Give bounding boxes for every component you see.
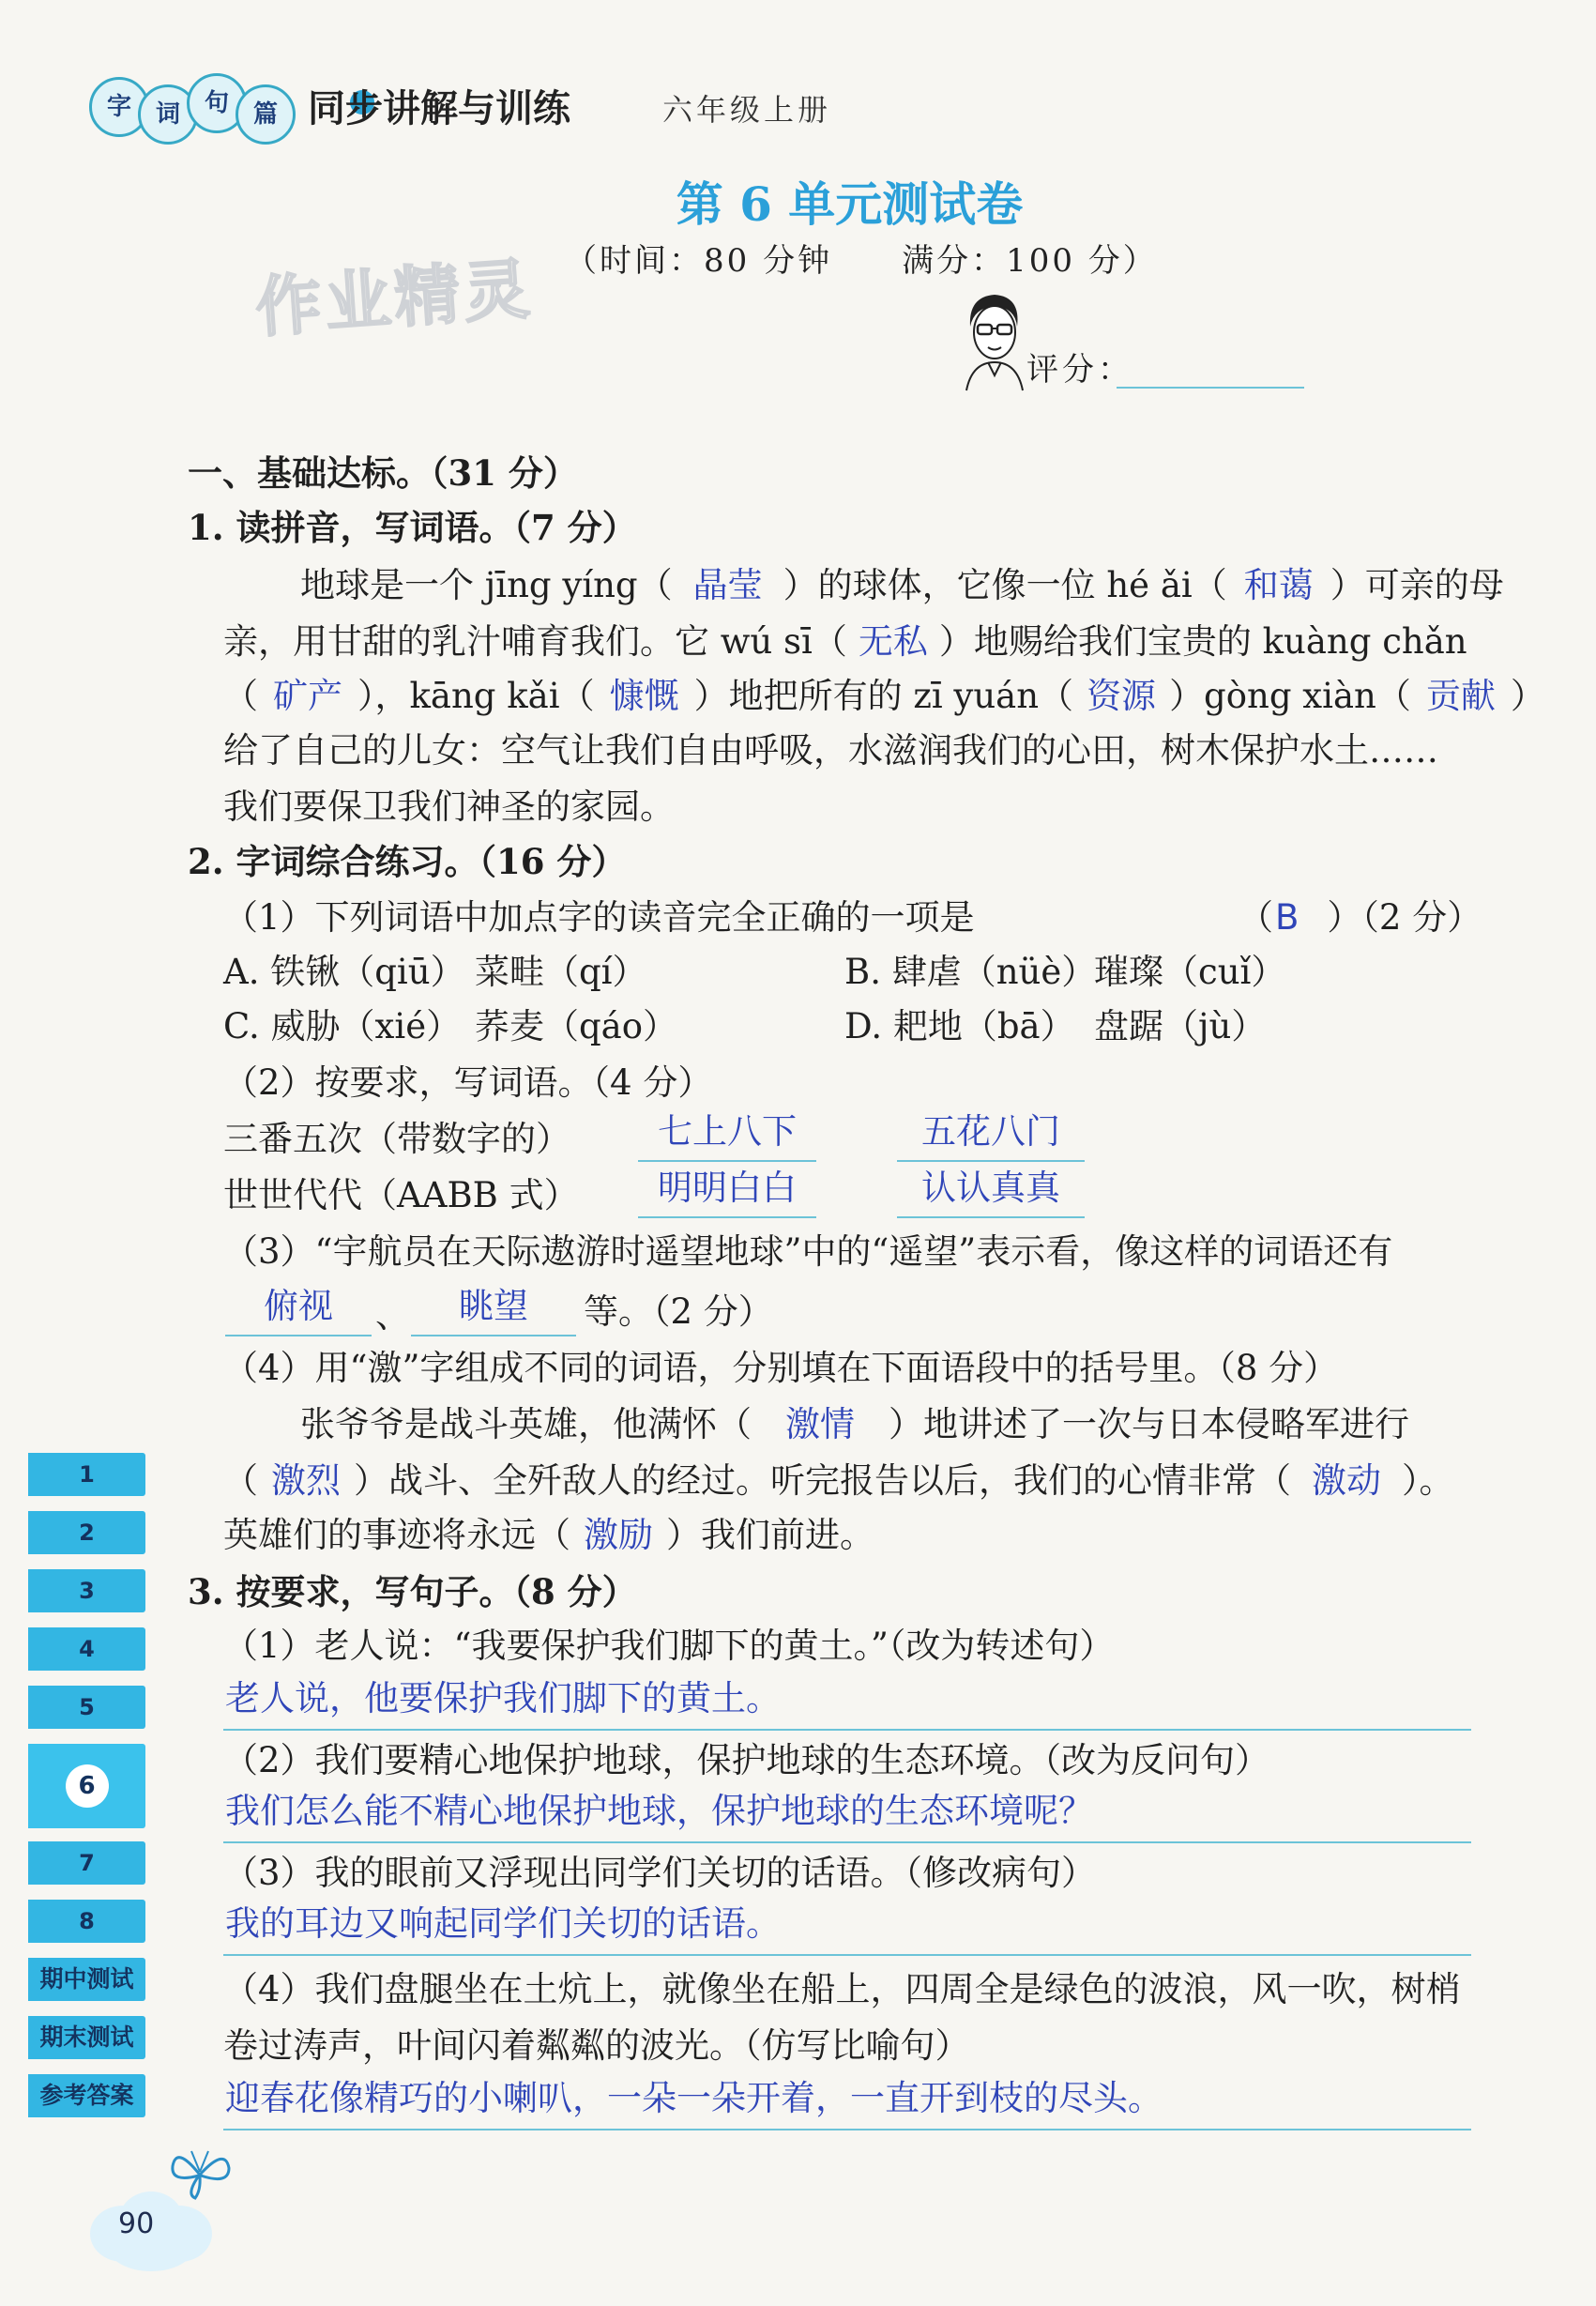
unit-tab-3[interactable]: 3 bbox=[28, 1569, 145, 1612]
score-label: 评分： bbox=[1026, 351, 1133, 389]
final-test-tab[interactable]: 期末测试 bbox=[28, 2016, 145, 2059]
q2-part-3-end: 等。（2 分） bbox=[584, 1291, 773, 1332]
unit-tab-2[interactable]: 2 bbox=[28, 1511, 145, 1554]
q2-part-4-heading: （4）用“激”字组成不同的词语，分别填在下面语段中的括号里。（8 分） bbox=[223, 1348, 1339, 1388]
q2-part-3-text: （3）“宇航员在天际遨游时遥望地球”中的“遥望”表示看，像这样的词语还有 bbox=[223, 1231, 1393, 1272]
logo-char: 篇 bbox=[236, 84, 296, 145]
section-heading: 一、基础达标。（31 分） bbox=[188, 452, 578, 494]
q2-part-2-label-2: 世世代代（AABB 式） bbox=[223, 1175, 579, 1215]
option-a-1: A. 铁锹（qiū） bbox=[223, 952, 465, 992]
answer-line[interactable]: 老人说，他要保护我们脚下的黄土。 bbox=[225, 1678, 781, 1718]
answer-blank[interactable]: 明明白白 bbox=[638, 1160, 816, 1218]
option-d-2: 盘踞（jù） bbox=[1094, 1006, 1267, 1046]
answer-blank[interactable]: 五花八门 bbox=[897, 1104, 1085, 1162]
page-number: 90 bbox=[118, 2207, 155, 2240]
midterm-test-tab[interactable]: 期中测试 bbox=[28, 1958, 145, 2001]
answer-blank[interactable]: 贡献 bbox=[1425, 676, 1496, 716]
answer-underline bbox=[223, 2129, 1471, 2130]
question-3-heading: 3. 按要求，写句子。（8 分） bbox=[188, 1571, 637, 1612]
q3-sentence-3: （3）我的眼前又浮现出同学们关切的话语。（修改病句） bbox=[223, 1853, 1097, 1893]
answer-blank[interactable]: 激动 bbox=[1312, 1460, 1381, 1501]
teacher-portrait-icon bbox=[957, 289, 1032, 392]
question-2-heading: 2. 字词综合练习。（16 分） bbox=[188, 841, 627, 882]
q1-line-2: 亲，用甘甜的乳汁哺育我们。它 wú sī（ 无私 ）地赐给我们宝贵的 kuàng chǎn bbox=[223, 621, 1467, 662]
q2-part-3-separator: 、 bbox=[375, 1295, 410, 1336]
answer-underline bbox=[223, 1729, 1471, 1731]
unit-tab-6-active[interactable] bbox=[28, 1744, 145, 1828]
series-title: 同步讲解与训练 bbox=[308, 87, 570, 130]
unit-tab-1[interactable]: 1 bbox=[28, 1453, 145, 1496]
answer-blank[interactable]: 俯视 bbox=[225, 1278, 372, 1336]
unit-tab-5[interactable]: 5 bbox=[28, 1686, 145, 1729]
question-1-heading: 1. 读拼音，写词语。（7 分） bbox=[188, 507, 637, 548]
q3-sentence-4-line-2: 卷过涛声，叶间闪着粼粼的波光。（仿写比喻句） bbox=[223, 2025, 970, 2066]
logo-char: 字 bbox=[89, 77, 149, 137]
q3-sentence-1: （1）老人说：“我要保护我们脚下的黄土。”（改为转述句） bbox=[223, 1626, 1115, 1666]
series-logo bbox=[89, 68, 305, 143]
q2-part-2-label-1: 三番五次（带数字的） bbox=[223, 1119, 570, 1159]
answer-blank[interactable]: 激情 bbox=[785, 1404, 855, 1444]
answer-key-tab[interactable]: 参考答案 bbox=[28, 2074, 145, 2117]
logo-char: 词 bbox=[138, 84, 198, 145]
q2-part-4-line-2: （ 激烈 ）战斗、全歼敌人的经过。听完报告以后，我们的心情非常（ 激动 ）。 bbox=[223, 1460, 1454, 1501]
q2-part-4-line-1: 张爷爷是战斗英雄，他满怀（ 激情 ）地讲述了一次与日本侵略军进行 bbox=[300, 1404, 1409, 1444]
answer-line[interactable]: 我的耳边又响起同学们关切的话语。 bbox=[225, 1903, 781, 1944]
answer-blank[interactable]: 矿产 bbox=[273, 676, 342, 716]
answer-underline bbox=[223, 1954, 1471, 1956]
q2-part-1-choice: （B ）（2 分） bbox=[1239, 897, 1482, 938]
q1-line-5: 我们要保卫我们神圣的家园。 bbox=[223, 786, 675, 827]
q2-part-1-text: （1）下列词语中加点字的读音完全正确的一项是 bbox=[223, 897, 975, 938]
option-a-2: 菜畦（qí） bbox=[475, 952, 647, 992]
answer-blank[interactable]: 认认真真 bbox=[897, 1160, 1085, 1218]
answer-blank[interactable]: 眺望 bbox=[411, 1278, 576, 1336]
answer-blank[interactable]: 慷慨 bbox=[609, 676, 679, 716]
option-b-2: 璀璨（cuǐ） bbox=[1094, 952, 1286, 992]
page-title: 第 6 单元测试卷 bbox=[676, 176, 1024, 232]
q3-sentence-2: （2）我们要精心地保护地球，保护地球的生态环境。（改为反问句） bbox=[223, 1740, 1270, 1780]
time-info: （时间：80 分钟 满分：100 分） bbox=[565, 242, 1158, 280]
answer-blank[interactable]: 资源 bbox=[1087, 676, 1157, 716]
option-b-1: B. 肆虐（nüè） bbox=[844, 952, 1097, 992]
answer-line[interactable]: 我们怎么能不精心地保护地球，保护地球的生态环境呢？ bbox=[225, 1791, 1093, 1831]
grade-label: 六年级上册 bbox=[662, 92, 832, 128]
answer-blank[interactable]: 晶莹 bbox=[692, 565, 763, 605]
unit-tab-4[interactable]: 4 bbox=[28, 1627, 145, 1671]
watermark: 作业精灵 bbox=[252, 250, 536, 347]
answer-blank[interactable]: 无私 bbox=[858, 621, 928, 662]
option-c-1: C. 威胁（xié） bbox=[223, 1006, 462, 1046]
q1-line-1: 地球是一个 jīng yíng（ 晶莹 ）的球体，它像一位 hé ǎi（ 和蔼 ）可亲的母 bbox=[300, 565, 1504, 605]
answer-blank[interactable]: B bbox=[1275, 897, 1300, 938]
option-c-2: 荞麦（qáo） bbox=[475, 1006, 678, 1046]
butterfly-icon bbox=[167, 2146, 233, 2202]
answer-underline bbox=[223, 1841, 1471, 1843]
q2-part-4-line-3: 英雄们的事迹将永远（ 激励 ）我们前进。 bbox=[223, 1515, 874, 1555]
answer-blank[interactable]: 和蔼 bbox=[1243, 565, 1314, 605]
answer-line[interactable]: 迎春花像精巧的小喇叭，一朵一朵开着，一直开到枝的尽头。 bbox=[225, 2078, 1163, 2118]
q3-sentence-4-line-1: （4）我们盘腿坐在土炕上，就像坐在船上，四周全是绿色的波浪，风一吹，树梢 bbox=[223, 1969, 1461, 2009]
active-unit-number: 6 bbox=[66, 1764, 109, 1808]
unit-tab-8[interactable]: 8 bbox=[28, 1900, 145, 1943]
option-d-1: D. 耙地（bā） bbox=[844, 1006, 1075, 1046]
score-field[interactable] bbox=[1117, 387, 1304, 389]
q2-part-2-heading: （2）按要求，写词语。（4 分） bbox=[223, 1062, 713, 1103]
unit-tab-7[interactable]: 7 bbox=[28, 1841, 145, 1885]
q1-line-4: 给了自己的儿女：空气让我们自由呼吸，水滋润我们的心田，树木保护水土…… bbox=[223, 730, 1438, 771]
q1-line-3: （ 矿产 ），kāng kǎi（ 慷慨 ）地把所有的 zī yuán（ 资源 ）gòng xiàn（ 贡献 ） bbox=[223, 676, 1545, 716]
answer-blank[interactable]: 七上八下 bbox=[638, 1104, 816, 1162]
logo-char: 句 bbox=[187, 73, 247, 133]
answer-blank[interactable]: 激励 bbox=[584, 1515, 653, 1555]
answer-blank[interactable]: 激烈 bbox=[271, 1460, 341, 1501]
